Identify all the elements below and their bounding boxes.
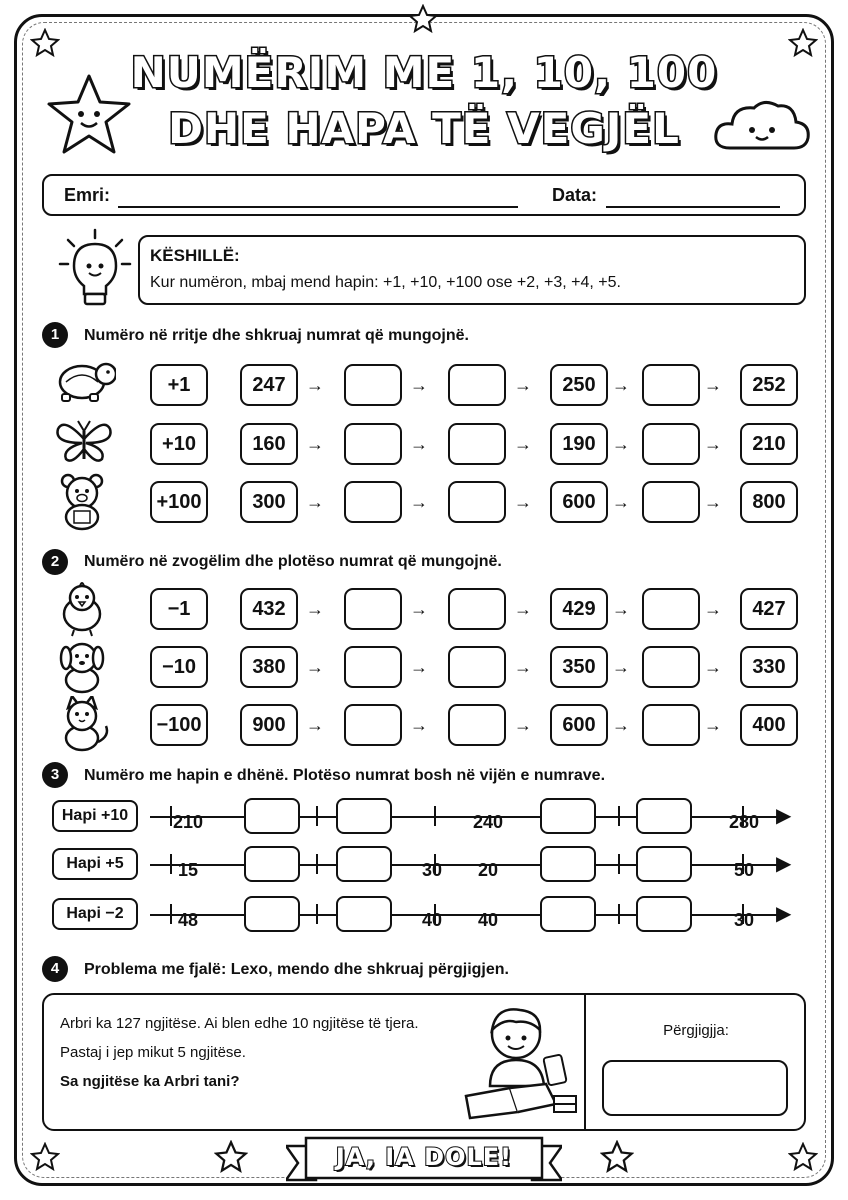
arrow-icon: → [410,715,428,735]
given-number: 600 [550,481,608,523]
arrow-icon: ▶ [776,853,792,875]
given-number: 600 [550,704,608,746]
given-number: 40 [477,910,499,930]
arrow-icon: → [612,599,630,619]
chick-icon [52,580,116,638]
given-number: 400 [740,704,798,746]
star-icon [30,1142,60,1172]
step-label: Hapi −2 [52,898,138,930]
missing-number-box[interactable] [344,588,402,630]
missing-number-box[interactable] [344,646,402,688]
missing-number-box[interactable] [448,481,506,523]
given-number: 20 [477,860,499,880]
date-field[interactable] [606,206,780,208]
arrow-icon: → [612,657,630,677]
missing-number-box[interactable] [642,423,700,465]
step-label: −10 [150,646,208,688]
given-number: 240 [472,812,504,832]
arrow-icon: → [306,715,324,735]
missing-number-box[interactable] [448,646,506,688]
missing-number-box[interactable] [344,423,402,465]
step-label: −1 [150,588,208,630]
section-title: Numëro me hapin e dhënë. Plotëso numrat bosh në vijën e numrave. [84,767,606,784]
bear-icon [52,473,116,531]
missing-number-box[interactable] [336,896,392,932]
arrow-icon: → [514,657,532,677]
arrow-icon: → [704,715,722,735]
missing-number-box[interactable] [636,846,692,882]
missing-number-box[interactable] [636,798,692,834]
tick-mark [434,806,436,826]
butterfly-icon [52,415,116,473]
step-label: +10 [150,423,208,465]
arrow-icon: → [704,492,722,512]
arrow-icon: → [514,434,532,454]
given-number: 800 [740,481,798,523]
missing-number-box[interactable] [344,364,402,406]
given-number: 40 [421,910,443,930]
missing-number-box[interactable] [448,364,506,406]
given-number: 429 [550,588,608,630]
section-number: 4 [42,956,68,982]
missing-number-box[interactable] [244,896,300,932]
divider [584,995,586,1129]
missing-number-box[interactable] [448,704,506,746]
arrow-icon: → [704,434,722,454]
step-label: +100 [150,481,208,523]
tick-mark [618,806,620,826]
missing-number-box[interactable] [244,798,300,834]
missing-number-box[interactable] [540,798,596,834]
given-number: 350 [550,646,608,688]
tick-mark [618,854,620,874]
arrow-icon: → [410,375,428,395]
arrow-icon: → [410,492,428,512]
missing-number-box[interactable] [448,423,506,465]
given-number: 160 [240,423,298,465]
turtle-icon [52,356,116,414]
missing-number-box[interactable] [642,364,700,406]
name-field[interactable] [118,206,518,208]
step-label: +1 [150,364,208,406]
given-number: 210 [740,423,798,465]
page-title-line2: DHE HAPA TË VEGJËL [168,104,680,153]
given-number: 252 [740,364,798,406]
arrow-icon: → [514,492,532,512]
missing-number-box[interactable] [642,588,700,630]
arrow-icon: → [410,434,428,454]
cat-icon [52,696,116,754]
date-label: Data: [552,185,598,205]
missing-number-box[interactable] [336,798,392,834]
missing-number-box[interactable] [540,846,596,882]
star-icon [788,1142,818,1172]
arrow-icon: → [306,434,324,454]
tick-mark [316,904,318,924]
section-title: Problema me fjalë: Lexo, mendo dhe shkruaj përgjigjen. [84,961,509,978]
tip-heading: KËSHILLË: [150,246,240,265]
arrow-icon: → [612,434,630,454]
star-icon [600,1140,634,1174]
given-number: 30 [421,860,443,880]
given-number: 900 [240,704,298,746]
arrow-icon: → [704,375,722,395]
missing-number-box[interactable] [642,704,700,746]
missing-number-box[interactable] [540,896,596,932]
given-number: 427 [740,588,798,630]
arrow-icon: → [514,599,532,619]
missing-number-box[interactable] [244,846,300,882]
name-date-box [42,174,806,216]
lightbulb-icon [58,228,132,312]
star-icon [214,1140,248,1174]
arrow-icon: → [704,657,722,677]
section-number: 2 [42,549,68,575]
given-number: 250 [550,364,608,406]
tick-mark [316,854,318,874]
page-title-line1: NUMËRIM ME 1, 10, 100 [130,48,718,97]
problem-question: Sa ngjitëse ka Arbri tani? [60,1073,240,1090]
given-number: 190 [550,423,608,465]
given-number: 300 [240,481,298,523]
step-label: −100 [150,704,208,746]
banner-text: JA, IA DOLE! [335,1143,513,1171]
arrow-icon: → [306,599,324,619]
tick-mark [316,806,318,826]
given-number: 48 [177,910,199,930]
problem-line2: Pastaj i jep mikut 5 ngjitëse. [60,1044,246,1061]
step-label: Hapi +10 [52,800,138,832]
arrow-icon: → [612,375,630,395]
answer-label: Përgjigjja: [663,1022,729,1039]
missing-number-box[interactable] [336,846,392,882]
missing-number-box[interactable] [344,704,402,746]
arrow-icon: → [612,715,630,735]
given-number: 380 [240,646,298,688]
arrow-icon: → [704,599,722,619]
given-number: 247 [240,364,298,406]
section-title: Numëro në rritje dhe shkruaj numrat që mungojnë. [84,327,469,344]
problem-line1: Arbri ka 127 ngjitëse. Ai blen edhe 10 ngjitëse të tjera. [60,1015,419,1032]
given-number: 330 [740,646,798,688]
star-icon [408,4,438,34]
given-number: 210 [172,812,204,832]
tick-mark [618,904,620,924]
tip-text: Kur numëron, mbaj mend hapin: +1, +10, +100 ose +2, +3, +4, +5. [150,274,621,291]
arrow-icon: → [612,492,630,512]
missing-number-box[interactable] [642,646,700,688]
given-number: 15 [177,860,199,880]
missing-number-box[interactable] [636,896,692,932]
section-number: 3 [42,762,68,788]
arrow-icon: → [306,375,324,395]
given-number: 280 [728,812,760,832]
arrow-icon: → [306,657,324,677]
given-number: 50 [733,860,755,880]
puppy-icon [52,638,116,696]
arrow-icon: ▶ [776,805,792,827]
missing-number-box[interactable] [344,481,402,523]
arrow-icon: → [306,492,324,512]
missing-number-box[interactable] [448,588,506,630]
missing-number-box[interactable] [642,481,700,523]
given-number: 30 [733,910,755,930]
section-number: 1 [42,322,68,348]
arrow-icon: → [410,599,428,619]
boy-reading-icon [460,1000,580,1122]
answer-box[interactable] [602,1060,788,1116]
given-number: 432 [240,588,298,630]
arrow-icon: → [514,375,532,395]
name-label: Emri: [64,185,111,205]
section-title: Numëro në zvogëlim dhe plotëso numrat që mungojnë. [84,553,502,570]
arrow-icon: → [410,657,428,677]
arrow-icon: → [514,715,532,735]
step-label: Hapi +5 [52,848,138,880]
arrow-icon: ▶ [776,903,792,925]
